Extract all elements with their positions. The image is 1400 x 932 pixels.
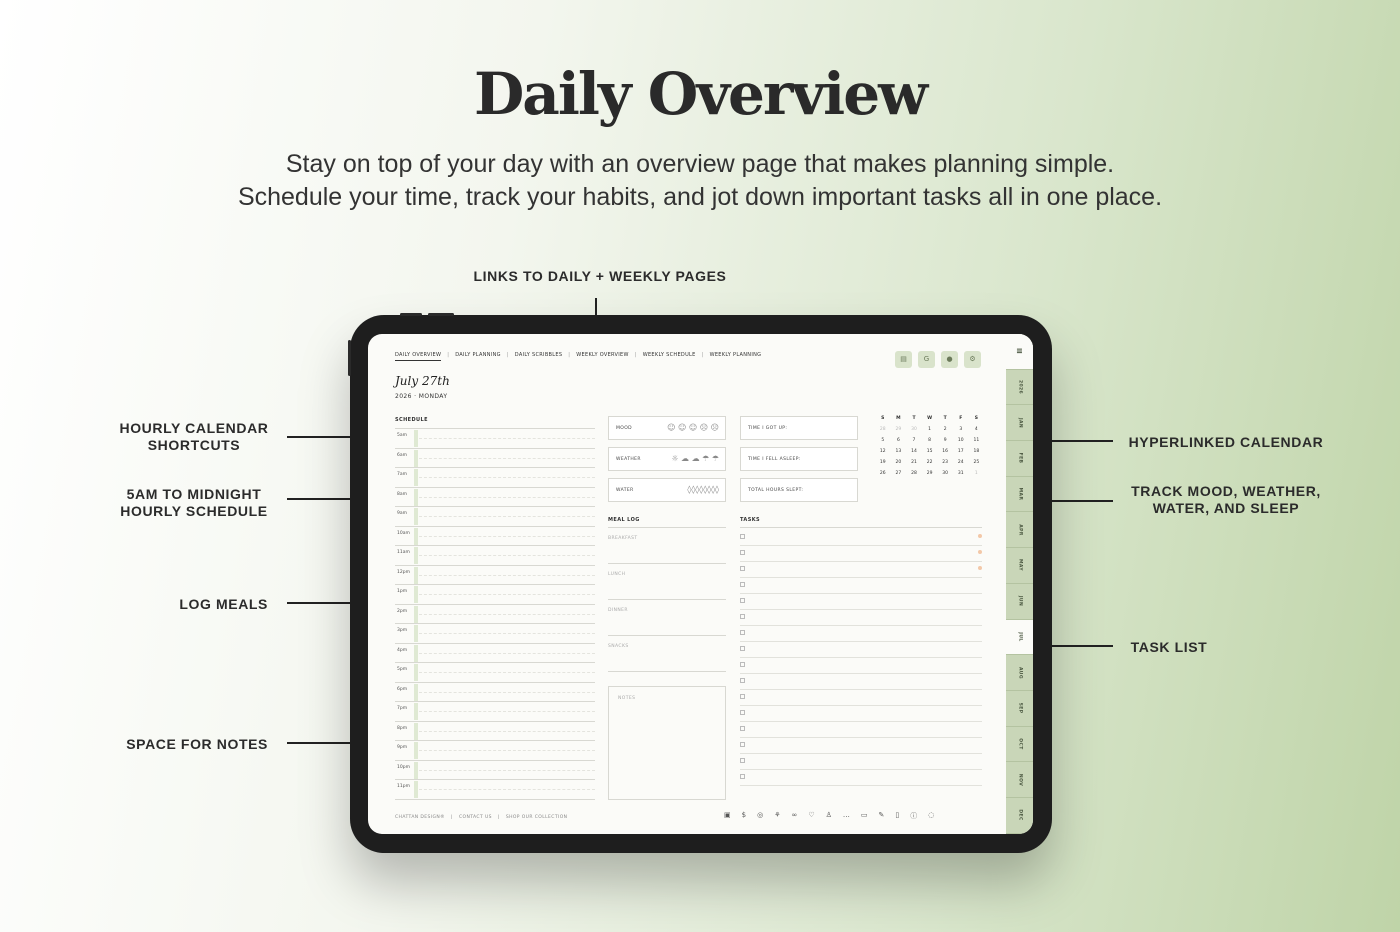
- tab-jul[interactable]: [1006, 620, 1033, 656]
- schedule-row[interactable]: [395, 487, 595, 507]
- task-row[interactable]: [740, 546, 982, 562]
- task-checkbox[interactable]: [740, 742, 745, 747]
- more-icon[interactable]: …: [842, 811, 850, 819]
- task-checkbox[interactable]: [740, 694, 745, 699]
- hour-shortcut[interactable]: [414, 567, 418, 584]
- calendar-weekday-header: W: [927, 416, 933, 421]
- schedule-row[interactable]: [395, 701, 595, 721]
- schedule-hour-label[interactable]: 7am: [397, 472, 408, 477]
- hour-shortcut[interactable]: [414, 450, 418, 467]
- calendar-day[interactable]: 25: [973, 460, 980, 465]
- tab-apr[interactable]: [1006, 512, 1033, 548]
- callout-notes: SPACE FOR NOTES: [126, 736, 268, 752]
- calendar-day[interactable]: 16: [942, 449, 949, 454]
- priority-dot-icon[interactable]: [978, 566, 982, 570]
- tasks-label: TASKS: [740, 517, 760, 523]
- tab-label: SEP: [1017, 702, 1022, 714]
- task-row[interactable]: [740, 706, 982, 722]
- calendar-day[interactable]: 6: [896, 438, 900, 443]
- footer-brand[interactable]: CHATTAN DESIGN®: [395, 815, 446, 820]
- hour-shortcut[interactable]: [414, 606, 418, 623]
- tab-jun[interactable]: [1006, 584, 1033, 620]
- weather-label: WEATHER: [616, 457, 641, 462]
- tablet-button-top-2: [428, 313, 454, 316]
- wake-time-label: TIME I GOT UP:: [748, 426, 788, 431]
- weather-icons[interactable]: ☼ ☁ ☁ ☂ ☂: [671, 454, 719, 463]
- notebook-icon[interactable]: ▯: [895, 811, 900, 819]
- hour-shortcut[interactable]: [414, 703, 418, 720]
- calendar-day[interactable]: 21: [911, 460, 917, 465]
- schedule-row[interactable]: [395, 779, 595, 799]
- sleep-time-field[interactable]: [740, 447, 858, 471]
- schedule-hour-label[interactable]: 5pm: [397, 667, 408, 672]
- calendar-day[interactable]: 20: [895, 460, 902, 465]
- half-hour-divider: [419, 692, 595, 693]
- folder-icon[interactable]: ▭: [860, 811, 868, 819]
- meal-log-label: MEAL LOG: [608, 517, 640, 523]
- settings-icon[interactable]: ⚙: [964, 351, 981, 368]
- schedule-hour-label[interactable]: 4pm: [397, 647, 408, 653]
- meal-lunch-label: LUNCH: [608, 572, 626, 577]
- task-row[interactable]: [740, 562, 982, 578]
- calendar-day[interactable]: 17: [957, 449, 964, 454]
- dollar-icon[interactable]: $: [741, 811, 747, 819]
- schedule-hour-label[interactable]: 1pm: [397, 589, 408, 594]
- apple-icon[interactable]: ●: [941, 351, 958, 368]
- chat-icon[interactable]: ◌: [928, 811, 935, 819]
- priority-dot-icon[interactable]: [978, 550, 982, 554]
- water-label: WATER: [616, 488, 634, 493]
- task-row[interactable]: [740, 770, 982, 786]
- calendar-day[interactable]: 1: [928, 427, 932, 432]
- task-row[interactable]: [740, 754, 982, 770]
- half-hour-divider: [419, 653, 595, 654]
- tab-oct[interactable]: [1006, 727, 1033, 763]
- tab-label: APR: [1017, 524, 1022, 536]
- mini-calendar: [875, 416, 985, 476]
- calendar-day[interactable]: 28: [911, 471, 917, 476]
- tab-label: MAY: [1017, 559, 1022, 572]
- calendar-weekday-header: M: [896, 416, 901, 421]
- tab-label: 2026: [1017, 379, 1022, 395]
- footer-contact[interactable]: CONTACT US: [458, 815, 492, 820]
- tab-sep[interactable]: [1006, 691, 1033, 727]
- schedule-hour-label[interactable]: 3pm: [397, 628, 408, 633]
- calendar-day[interactable]: 3: [959, 427, 963, 432]
- tab-feb[interactable]: [1006, 441, 1033, 477]
- schedule-row[interactable]: [395, 428, 595, 448]
- half-hour-divider: [419, 438, 595, 439]
- schedule-hour-label[interactable]: 11pm: [397, 784, 410, 789]
- calendar-day[interactable]: 18: [973, 449, 980, 454]
- calendar-day[interactable]: 9: [943, 438, 947, 443]
- meal-lunch[interactable]: [608, 566, 726, 600]
- water-drop-icons[interactable]: ◊◊◊◊◊◊◊◊: [687, 485, 719, 494]
- tab-label: JUN: [1017, 596, 1022, 607]
- hour-shortcut[interactable]: [414, 508, 418, 525]
- calendar-weekday-header: S: [881, 416, 885, 421]
- footer-icon-bar: [724, 811, 934, 821]
- hourly-schedule: [395, 428, 595, 800]
- hour-shortcut[interactable]: [414, 430, 418, 447]
- calendar-day[interactable]: 8: [928, 438, 932, 443]
- schedule-row[interactable]: [395, 643, 595, 663]
- tab-2026[interactable]: [1006, 370, 1033, 406]
- half-hour-divider: [419, 770, 595, 771]
- schedule-row[interactable]: [395, 526, 595, 546]
- hour-shortcut[interactable]: [414, 489, 418, 506]
- task-row[interactable]: [740, 690, 982, 706]
- schedule-row[interactable]: [395, 623, 595, 643]
- calendar-day[interactable]: 23: [942, 460, 949, 465]
- tab-mar[interactable]: [1006, 477, 1033, 513]
- meal-dinner-label: DINNER: [608, 608, 628, 613]
- tab-label: FEB: [1017, 453, 1022, 464]
- half-hour-divider: [419, 750, 595, 751]
- hour-shortcut[interactable]: [414, 528, 418, 545]
- mood-face-icons[interactable]: ☺ ☺ ☺ ☹ ☹: [667, 423, 719, 432]
- calendar-day[interactable]: 29: [895, 427, 902, 432]
- tab-label: JUL: [1017, 632, 1022, 642]
- hour-shortcut[interactable]: [414, 762, 418, 779]
- task-checkbox[interactable]: [740, 726, 745, 731]
- hour-shortcut[interactable]: [414, 742, 418, 759]
- calendar-day[interactable]: 30: [942, 471, 949, 476]
- weather-tracker: [608, 447, 726, 471]
- tablet-button-side: [348, 340, 351, 376]
- hours-slept-field[interactable]: [740, 478, 858, 502]
- schedule-hour-label[interactable]: 7pm: [397, 706, 408, 711]
- callout-calendar: HYPERLINKED CALENDAR: [1128, 434, 1324, 450]
- calendar-day[interactable]: 4: [974, 427, 978, 432]
- task-row[interactable]: [740, 738, 982, 754]
- callout-track-line2: WATER, AND SLEEP: [1152, 500, 1300, 516]
- calendar-day[interactable]: 27: [895, 471, 902, 476]
- hour-shortcut[interactable]: [414, 586, 418, 603]
- google-icon[interactable]: G: [918, 351, 935, 368]
- schedule-row[interactable]: [395, 604, 595, 624]
- page-date: July 27th: [395, 374, 450, 388]
- subtitle-line-2: Schedule your time, track your habits, and jot down important tasks all in one place.: [237, 183, 1163, 211]
- tablet-button-top-1: [400, 313, 422, 316]
- calendar-day[interactable]: 28: [879, 427, 886, 432]
- half-hour-divider: [419, 497, 595, 498]
- hour-shortcut[interactable]: [414, 723, 418, 740]
- tab-jan[interactable]: [1006, 405, 1033, 441]
- calendar-day[interactable]: 10: [957, 438, 964, 443]
- tab-dec[interactable]: [1006, 798, 1033, 834]
- subtitle-line-1: Stay on top of your day with an overview page that makes planning simple.: [285, 150, 1115, 178]
- nav-daily-planning[interactable]: DAILY PLANNING: [455, 352, 501, 358]
- month-tabs: [1006, 334, 1033, 834]
- callout-links: LINKS TO DAILY + WEEKLY PAGES: [473, 268, 727, 284]
- schedule-hour-label[interactable]: 2pm: [397, 608, 408, 614]
- meal-breakfast[interactable]: [608, 530, 726, 564]
- half-hour-divider: [419, 633, 595, 634]
- calendar-day[interactable]: 5: [881, 438, 885, 443]
- task-checkbox[interactable]: [740, 582, 745, 587]
- callout-hourly-shortcuts: [100, 420, 288, 454]
- task-row[interactable]: [740, 626, 982, 642]
- task-checkbox[interactable]: [740, 646, 745, 651]
- mood-label: MOOD: [616, 426, 633, 431]
- schedule-row[interactable]: [395, 565, 595, 585]
- task-checkbox[interactable]: [740, 598, 745, 603]
- half-hour-divider: [419, 458, 595, 459]
- schedule-hour-label[interactable]: 6am: [397, 452, 408, 458]
- schedule-hour-label[interactable]: 9am: [397, 511, 408, 516]
- calendar-weekday-header: F: [959, 416, 963, 421]
- half-hour-divider: [419, 711, 595, 712]
- callout-schedule-line2: HOURLY SCHEDULE: [120, 503, 268, 519]
- wake-time-field[interactable]: [740, 416, 858, 440]
- callout-track: [1126, 483, 1326, 517]
- tab-label: MAR: [1017, 487, 1022, 501]
- tab-aug[interactable]: [1006, 655, 1033, 691]
- tab-label: JAN: [1017, 417, 1022, 428]
- schedule-row[interactable]: [395, 545, 595, 565]
- menu-icon[interactable]: ≡: [1006, 334, 1033, 370]
- tab-nov[interactable]: [1006, 762, 1033, 798]
- task-row[interactable]: [740, 642, 982, 658]
- schedule-hour-label[interactable]: 10am: [397, 530, 410, 536]
- planner-nav: DAILY OVERVIEW | DAILY PLANNING | DAILY SCRIBBLES | WEEKLY OVERVIEW | WEEKLY SCHEDULE | WEEKLY PLANNING: [395, 352, 761, 361]
- callout-track-line1: TRACK MOOD, WEATHER,: [1131, 483, 1321, 499]
- hour-shortcut[interactable]: [414, 625, 418, 642]
- calendar-day[interactable]: 30: [911, 427, 917, 432]
- target-icon[interactable]: ◎: [757, 811, 764, 819]
- calendar-day[interactable]: 22: [926, 460, 933, 465]
- mood-tracker: [608, 416, 726, 440]
- meal-log-header-rule: [608, 527, 726, 528]
- schedule-row[interactable]: [395, 740, 595, 760]
- callout-schedule: [100, 486, 288, 520]
- planner-screen: [368, 334, 1033, 834]
- hour-shortcut[interactable]: [414, 547, 418, 564]
- hour-shortcut[interactable]: [414, 684, 418, 701]
- tasks-header-rule: [740, 527, 982, 528]
- hour-shortcut[interactable]: [414, 645, 418, 662]
- schedule-row[interactable]: [395, 448, 595, 468]
- task-checkbox[interactable]: [740, 662, 745, 667]
- half-hour-divider: [419, 731, 595, 732]
- schedule-row[interactable]: [395, 467, 595, 487]
- half-hour-divider: [419, 672, 595, 673]
- nav-weekly-overview[interactable]: WEEKLY OVERVIEW: [576, 352, 629, 358]
- footer-sep-2: |: [497, 815, 500, 820]
- half-hour-divider: [419, 614, 595, 615]
- tab-label: AUG: [1017, 666, 1022, 679]
- half-hour-divider: [419, 536, 595, 537]
- schedule-end-rule: [395, 799, 595, 800]
- hours-slept-label: TOTAL HOURS SLEPT:: [748, 488, 804, 493]
- schedule-row[interactable]: [395, 584, 595, 604]
- meal-snacks[interactable]: [608, 638, 726, 672]
- half-hour-divider: [419, 789, 595, 790]
- schedule-hour-label[interactable]: 8am: [397, 491, 408, 497]
- priority-dot-icon[interactable]: [978, 534, 982, 538]
- calendar-weekday-header: S: [974, 416, 978, 421]
- callout-hourly-shortcuts-line2: SHORTCUTS: [147, 437, 241, 453]
- calendar-day[interactable]: 11: [973, 438, 980, 443]
- calendar-weekday-header: T: [943, 416, 947, 421]
- schedule-hour-label[interactable]: 10pm: [397, 764, 410, 770]
- schedule-row[interactable]: [395, 506, 595, 526]
- tab-label: DEC: [1017, 809, 1022, 821]
- callout-meals: LOG MEALS: [179, 596, 268, 612]
- schedule-hour-label[interactable]: 9pm: [397, 745, 408, 750]
- calendar-icon[interactable]: ▣: [724, 811, 731, 819]
- calendar-day[interactable]: 12: [879, 449, 886, 454]
- nav-daily-overview[interactable]: DAILY OVERVIEW: [395, 352, 441, 361]
- task-row[interactable]: [740, 658, 982, 674]
- schedule-hour-label[interactable]: 5am: [397, 433, 408, 438]
- schedule-row[interactable]: [395, 682, 595, 702]
- link-icon[interactable]: ∞: [791, 811, 798, 819]
- calendar-day[interactable]: 19: [879, 460, 886, 465]
- schedule-row[interactable]: [395, 662, 595, 682]
- task-checkbox[interactable]: [740, 566, 745, 571]
- task-checkbox[interactable]: [740, 614, 745, 619]
- fitness-icon[interactable]: ⚘: [774, 811, 781, 819]
- notes-area[interactable]: [608, 686, 726, 800]
- hour-shortcut[interactable]: [414, 469, 418, 486]
- calendar-day[interactable]: 26: [879, 471, 886, 476]
- notes-label: NOTES: [618, 696, 636, 701]
- calendar-weekday-header: T: [912, 416, 916, 421]
- task-checkbox[interactable]: [740, 774, 745, 779]
- sleep-time-label: TIME I FELL ASLEEP:: [748, 457, 801, 462]
- calendar-day[interactable]: 13: [895, 449, 902, 454]
- tab-label: OCT: [1017, 738, 1022, 750]
- water-tracker: [608, 478, 726, 502]
- nav-daily-scribbles[interactable]: DAILY SCRIBBLES: [514, 352, 563, 358]
- callout-schedule-line1: 5AM TO MIDNIGHT: [126, 486, 262, 502]
- pencil-icon[interactable]: ✎: [878, 811, 885, 819]
- task-checkbox[interactable]: [740, 550, 745, 555]
- task-checkbox[interactable]: [740, 758, 745, 763]
- calendar-day[interactable]: 7: [912, 438, 916, 443]
- person-icon[interactable]: ♙: [825, 811, 832, 819]
- schedule-hour-label[interactable]: 12pm: [397, 569, 410, 575]
- nav-weekly-planning[interactable]: WEEKLY PLANNING: [709, 352, 762, 358]
- hour-shortcut[interactable]: [414, 781, 418, 798]
- calendar-day[interactable]: 29: [926, 471, 933, 476]
- callout-tasks: TASK LIST: [1130, 639, 1208, 655]
- callout-hourly-shortcuts-line1: HOURLY CALENDAR: [119, 420, 269, 436]
- calendar-day[interactable]: 15: [926, 449, 933, 454]
- book-icon[interactable]: ▤: [895, 351, 912, 368]
- meal-dinner[interactable]: [608, 602, 726, 636]
- task-row[interactable]: [740, 722, 982, 738]
- footer-shop[interactable]: SHOP OUR COLLECTION: [505, 815, 568, 820]
- calendar-day[interactable]: 1: [974, 471, 978, 476]
- hour-shortcut[interactable]: [414, 664, 418, 681]
- task-row[interactable]: [740, 578, 982, 594]
- meal-snacks-label: SNACKS: [608, 644, 629, 649]
- task-row[interactable]: [740, 594, 982, 610]
- headline: Daily Overview: [473, 60, 927, 128]
- calendar-day[interactable]: 14: [911, 449, 917, 454]
- half-hour-divider: [419, 477, 595, 478]
- tab-label: NOV: [1017, 773, 1022, 786]
- half-hour-divider: [419, 575, 595, 576]
- half-hour-divider: [419, 555, 595, 556]
- calendar-day[interactable]: 31: [957, 471, 964, 476]
- task-checkbox[interactable]: [740, 534, 745, 539]
- task-row[interactable]: [740, 674, 982, 690]
- task-checkbox[interactable]: [740, 630, 745, 635]
- calendar-grid: [875, 416, 985, 476]
- footer-sep-1: |: [451, 815, 453, 820]
- calendar-day[interactable]: 24: [957, 460, 964, 465]
- half-hour-divider: [419, 516, 595, 517]
- schedule-hour-label[interactable]: 8pm: [397, 725, 408, 731]
- info-icon[interactable]: ⓘ: [910, 812, 918, 820]
- calendar-day[interactable]: 2: [943, 427, 947, 432]
- meal-breakfast-label: BREAKFAST: [608, 536, 638, 541]
- schedule-row[interactable]: [395, 760, 595, 780]
- schedule-hour-label[interactable]: 6pm: [397, 686, 408, 692]
- schedule-hour-label[interactable]: 11am: [397, 550, 410, 555]
- nav-weekly-schedule[interactable]: WEEKLY SCHEDULE: [642, 352, 696, 358]
- half-hour-divider: [419, 594, 595, 595]
- task-checkbox[interactable]: [740, 710, 745, 715]
- heart-icon[interactable]: ♡: [808, 811, 815, 819]
- task-row[interactable]: [740, 610, 982, 626]
- schedule-row[interactable]: [395, 721, 595, 741]
- schedule-label: SCHEDULE: [395, 417, 428, 423]
- task-row[interactable]: [740, 530, 982, 546]
- page-year-day: 2026 · MONDAY: [395, 393, 448, 400]
- task-checkbox[interactable]: [740, 678, 745, 683]
- tab-may[interactable]: [1006, 548, 1033, 584]
- footer-links: [395, 815, 567, 820]
- top-icon-bar: [895, 351, 981, 368]
